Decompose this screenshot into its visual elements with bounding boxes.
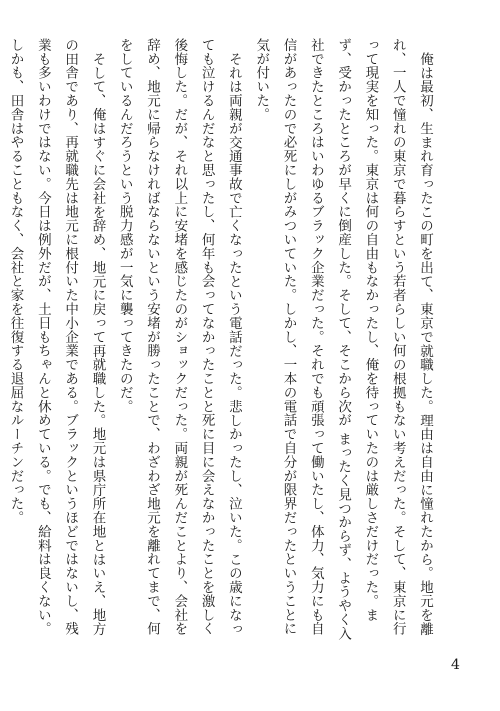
vertical-text-block [0,38,438,644]
paragraph-3: そして、俺はすぐに会社を辞め、地元に戻って再就職した。地元は県庁所在地とはいえ、地方の田舎であり、再就職先は地元に根付いた中小企業である。ブラックというほどではないし、残業も多いわけではない。今日は例外だが、土日もちゃんと休めている。でも、給料は良くない。しかも、田舎はやることもなく、会社と家を往復する退屈なルーチンだった。 [7,38,106,636]
paragraph-2: それは両親が交通事故で亡くなったという電話だった。悲しかったし、泣いた。この歳になっても泣けるんだなと思ったし、何年も会ってなかったことと死に目に会えなかったことを激しく後悔した。だが、それ以上に安堵を感じたのがショックだった。両親が死んだことより、会社を辞め、地元に帰らなければならないという安堵が勝ったことで、わざわざ地元を離れてまで、何をしているんだろうという脱力感が一気に襲ってきたのだ。 [116,38,242,636]
page-number: 4 [451,657,460,673]
paragraph-1: 俺は最初、生まれ育ったこの町を出て、東京で就職した。理由は自由に憧れたから。地元を離れ、一人で憧れの東京で暮らすという若者らしい何の根拠もない考えだった。そして、東京に行って現実を知った。東京は何の自由もなかったし、俺を待っていたのは厳しさだけだった。まず、受かったところが早くに倒産した。そして、そこから次が まったく見つからず、ようやく入社できたところはいわゆるブラック企業だった。それでも頑張って働いたし、体力、気力にも自信があったので必死にしがみついていた。しかし、一本の電話で自分が限界だったということに気が付いた。 [253,38,433,641]
